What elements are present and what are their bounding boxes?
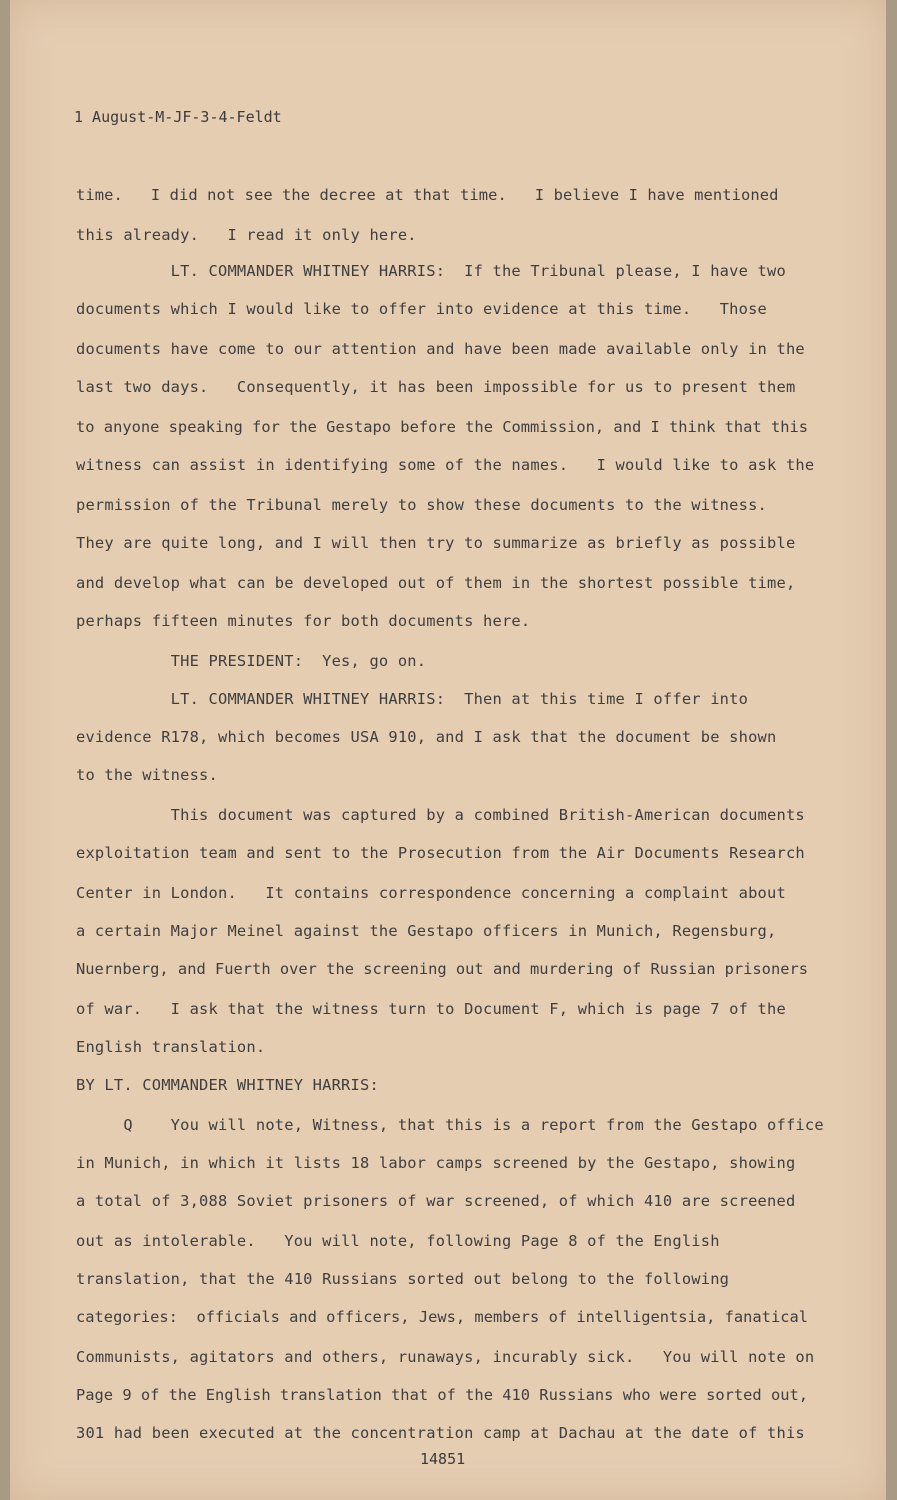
document-reference-header: 1 August-M-JF-3-4-Feldt bbox=[74, 108, 282, 126]
text-line: English translation. bbox=[76, 1038, 266, 1056]
text-line: 301 had been executed at the concentration camp at Dachau at the date of this bbox=[76, 1424, 805, 1442]
text-line: Q You will note, Witness, that this is a report from the Gestapo office bbox=[76, 1116, 824, 1134]
text-line: This document was captured by a combined British-American documents bbox=[76, 806, 805, 824]
text-line: documents which I would like to offer into evidence at this time. Those bbox=[76, 300, 768, 318]
text-line: translation, that the 410 Russians sorted out belong to the following bbox=[76, 1270, 730, 1288]
text-line: witness can assist in identifying some of the names. I would like to ask the bbox=[76, 456, 815, 474]
text-line: in Munich, in which it lists 18 labor camps screened by the Gestapo, showing bbox=[76, 1154, 796, 1172]
text-line: Communists, agitators and others, runaways, incurably sick. You will note on bbox=[76, 1348, 815, 1366]
text-line: They are quite long, and I will then try to summarize as briefly as possible bbox=[76, 534, 796, 552]
text-line: Page 9 of the English translation that of the 410 Russians who were sorted out, bbox=[76, 1386, 809, 1404]
text-line: to the witness. bbox=[76, 766, 218, 784]
page-number: 14851 bbox=[420, 1450, 466, 1468]
text-line: last two days. Consequently, it has been impossible for us to present them bbox=[76, 378, 796, 396]
text-line: permission of the Tribunal merely to show these documents to the witness. bbox=[76, 496, 768, 514]
text-line: of war. I ask that the witness turn to Document F, which is page 7 of the bbox=[76, 1000, 786, 1018]
text-line: Nuernberg, and Fuerth over the screening out and murdering of Russian prisoners bbox=[76, 960, 809, 978]
text-line: out as intolerable. You will note, following Page 8 of the English bbox=[76, 1232, 720, 1250]
text-line: BY LT. COMMANDER WHITNEY HARRIS: bbox=[76, 1076, 379, 1094]
text-line: this already. I read it only here. bbox=[76, 226, 417, 244]
text-line: evidence R178, which becomes USA 910, and I ask that the document be shown bbox=[76, 728, 777, 746]
text-line: categories: officials and officers, Jews, members of intelligentsia, fanatical bbox=[76, 1308, 809, 1326]
text-line: THE PRESIDENT: Yes, go on. bbox=[76, 652, 427, 670]
text-line: LT. COMMANDER WHITNEY HARRIS: Then at this time I offer into bbox=[76, 690, 749, 708]
text-line: time. I did not see the decree at that time. I believe I have mentioned bbox=[76, 186, 779, 204]
text-line: a total of 3,088 Soviet prisoners of war screened, of which 410 are screened bbox=[76, 1192, 796, 1210]
text-line: Center in London. It contains correspondence concerning a complaint about bbox=[76, 884, 786, 902]
text-line: a certain Major Meinel against the Gestapo officers in Munich, Regensburg, bbox=[76, 922, 777, 940]
text-line: LT. COMMANDER WHITNEY HARRIS: If the Tribunal please, I have two bbox=[76, 262, 786, 280]
text-line: exploitation team and sent to the Prosecution from the Air Documents Research bbox=[76, 844, 805, 862]
document-page bbox=[10, 0, 886, 1500]
text-line: to anyone speaking for the Gestapo before the Commission, and I think that this bbox=[76, 418, 809, 436]
text-line: perhaps fifteen minutes for both documents here. bbox=[76, 612, 531, 630]
text-line: and develop what can be developed out of them in the shortest possible time, bbox=[76, 574, 796, 592]
text-line: documents have come to our attention and have been made available only in the bbox=[76, 340, 805, 358]
